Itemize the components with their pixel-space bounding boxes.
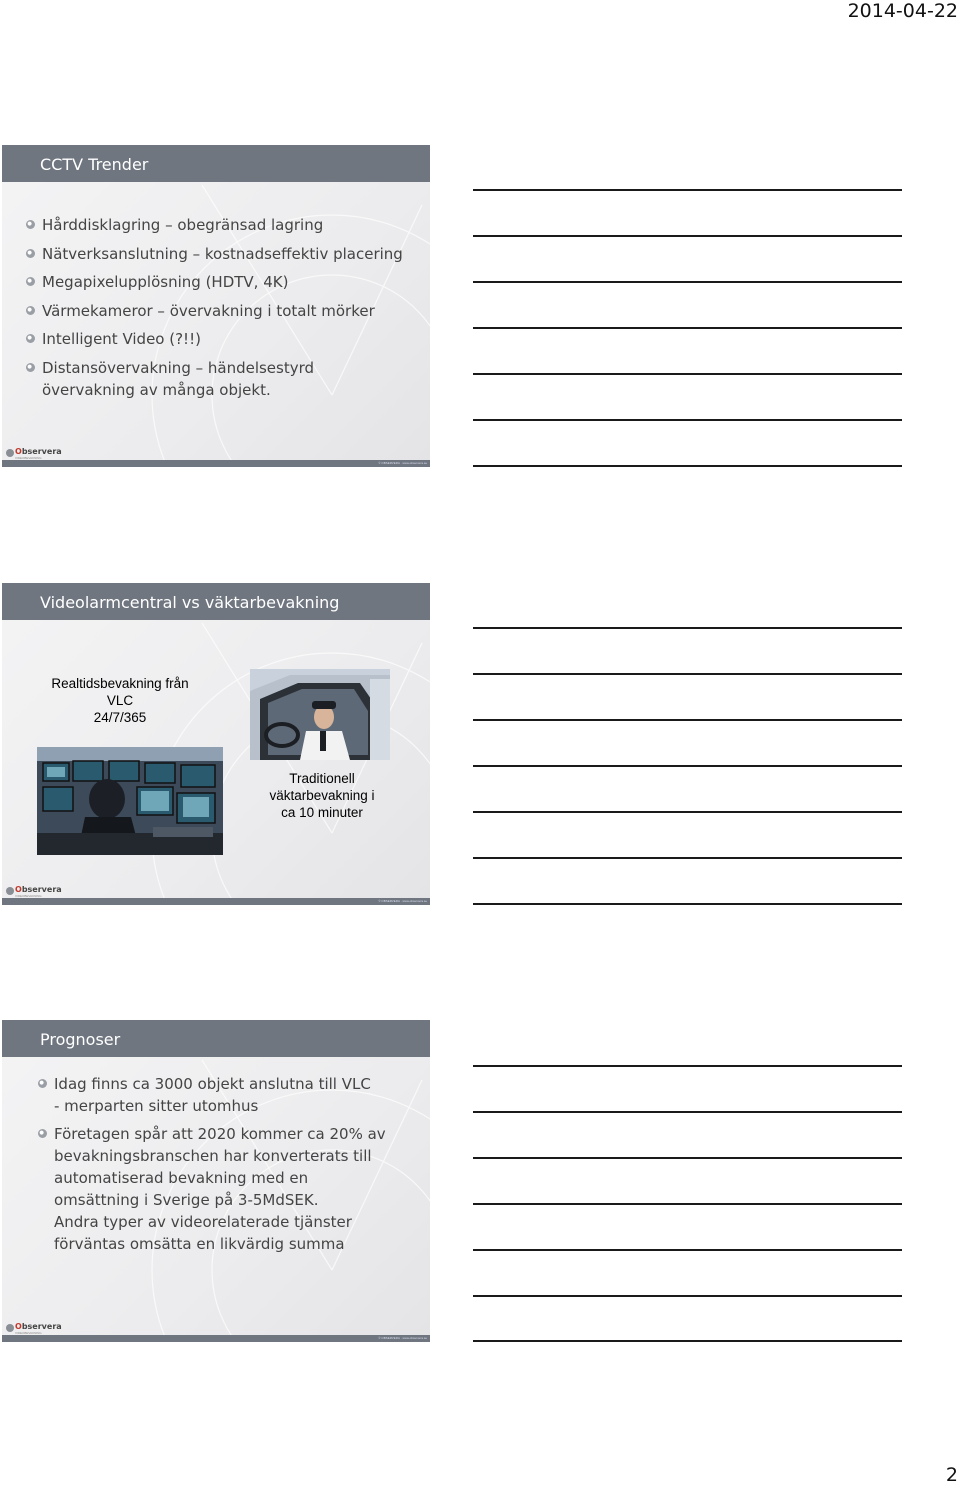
bullet-circle-icon (38, 1129, 47, 1138)
note-line (473, 281, 902, 283)
note-line (473, 465, 902, 467)
slide-title: Prognoser (2, 1020, 430, 1057)
note-line (473, 1295, 902, 1297)
bullet-item: Nätverksanslutning – kostnadseffektiv placering (26, 243, 426, 265)
note-line (473, 373, 902, 375)
note-line (473, 903, 902, 905)
slide-footer-bar: © OBSERVERA · www.observera.se (2, 1335, 430, 1342)
bullet-item: Megapixelupplösning (HDTV, 4K) (26, 271, 426, 293)
photo-guard-in-car (250, 669, 390, 760)
bullet-circle-icon (26, 220, 35, 229)
slide-videolarmcentral: Videolarmcentral vs väktarbevakning Realtidsbevakning från VLC 24/7/365 Traditionell väktarbevakning i ca 10 minuter Observera VIDEOBEVAKNING © OBSERVERA · www.observera.se (2, 583, 430, 905)
logo-mark-icon (6, 449, 14, 457)
note-line (473, 857, 902, 859)
note-line (473, 1203, 902, 1205)
slide-cctv-trender: CCTV Trender Hårddisklagring – obegränsad lagring Nätverksanslutning – kostnadseffektiv placering Megapixelupplösning (HDTV, 4K) Värmekameror – övervakning i totalt mörker Intelligent Video (?!!) Distansövervakning – händelsestyrd övervakning av många objekt. Observera VIDEOBEVAKNING © OBSERVERA · www.observera.se (2, 145, 430, 467)
bullet-item: Värmekameror – övervakning i totalt mörker (26, 300, 426, 322)
note-line (473, 1065, 902, 1067)
bullet-circle-icon (26, 306, 35, 315)
logo-mark-icon (6, 1324, 14, 1332)
bullet-circle-icon (26, 249, 35, 258)
bullet-item: Intelligent Video (?!!) (26, 328, 426, 350)
slide-title: Videolarmcentral vs väktarbevakning (2, 583, 430, 620)
photo-control-room (37, 747, 223, 855)
page-number: 2 (945, 1464, 958, 1486)
bullet-item: Hårddisklagring – obegränsad lagring (26, 214, 426, 236)
note-line (473, 673, 902, 675)
note-line (473, 327, 902, 329)
bullet-list (26, 214, 426, 401)
bullet-item: Företagen spår att 2020 kommer ca 20% av bevakningsbranschen har konverterats till automatiserad bevakning med en omsättning i Sverige på 3-5MdSEK. Andra typer av videorelaterade tjänster förväntas omsätta en likvärdig summa (38, 1123, 428, 1255)
note-line (473, 1111, 902, 1113)
bullet-list (38, 1073, 428, 1255)
note-line (473, 765, 902, 767)
note-line (473, 419, 902, 421)
note-line (473, 189, 902, 191)
bullet-circle-icon (26, 277, 35, 286)
note-line (473, 1340, 902, 1342)
bullet-item: Idag finns ca 3000 objekt anslutna till VLC - merparten sitter utomhus (38, 1073, 428, 1117)
bullet-item: Distansövervakning – händelsestyrd övervakning av många objekt. (26, 357, 332, 401)
slide-footer-bar: © OBSERVERA · www.observera.se (2, 898, 430, 905)
note-line (473, 235, 902, 237)
bullet-circle-icon (26, 334, 35, 343)
page-date: 2014-04-22 (847, 0, 958, 22)
bullet-circle-icon (38, 1079, 47, 1088)
note-line (473, 811, 902, 813)
logo-mark-icon (6, 887, 14, 895)
caption-traditional-guard: Traditionell väktarbevakning i ca 10 minuter (269, 771, 375, 820)
slide-footer-bar: © OBSERVERA · www.observera.se (2, 460, 430, 467)
slide-title: CCTV Trender (2, 145, 430, 182)
note-line (473, 1157, 902, 1159)
note-line (473, 627, 902, 629)
bullet-circle-icon (26, 363, 35, 372)
caption-vlc: Realtidsbevakning från VLC 24/7/365 (51, 676, 189, 725)
slide-prognoser: Prognoser Idag finns ca 3000 objekt anslutna till VLC - merparten sitter utomhus Företagen spår att 2020 kommer ca 20% av bevakningsbranschen har konverterats till automatiserad bevakning med en omsättning i Sverige på 3-5MdSEK. Andra typer av videorelaterade tjänster förväntas omsätta en likvärdig summa Observera VIDEOBEVAKNING © OBSERVERA · www.observera.se (2, 1020, 430, 1342)
note-line (473, 719, 902, 721)
note-line (473, 1249, 902, 1251)
